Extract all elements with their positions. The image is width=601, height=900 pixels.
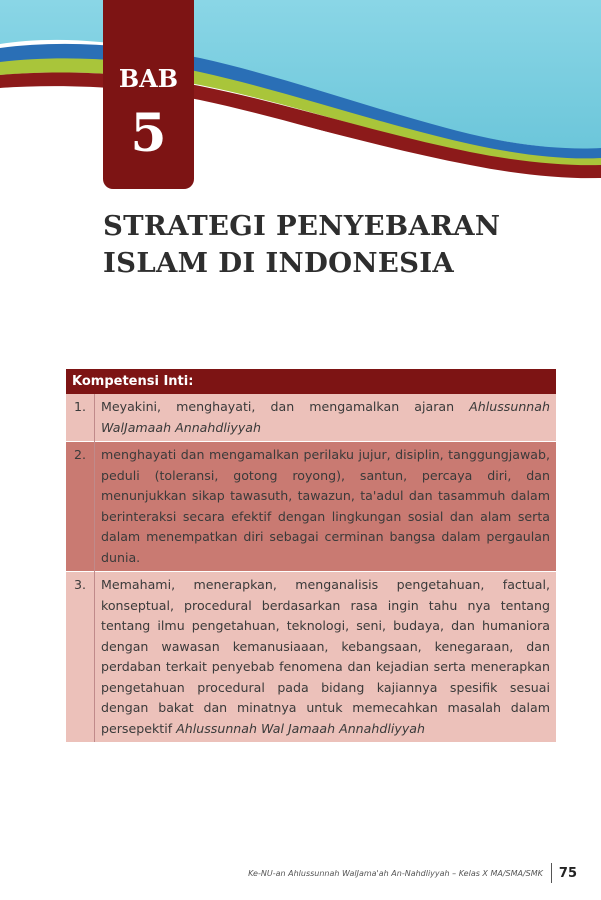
- page-number: 75: [558, 865, 577, 881]
- row-text-plain: Memahami, menerapkan, menganalisis pengetahuan, factual, konseptual, procedural berdasarkan rasa ingin tahu nya tentang tentang ilmu pengetahuan, teknologi, seni, budaya, dan humaniora dengan wawasan kemanusiaaan, kebangsaan, kenegaraan, dan perdaban terkait penyebab fenomena dan kejadian serta menerapkan pengetahuan procedural pada bidang kajiannya spesifik sesuai dengan bakat dan minatnya untuk memecahkan masalah dalam persepektif: [101, 577, 550, 736]
- page-footer: [248, 862, 577, 884]
- table-row: [66, 572, 556, 743]
- header-wave-decoration: [0, 0, 601, 190]
- row-number: 1.: [66, 394, 95, 442]
- competency-table-header-row: [66, 369, 556, 394]
- footer-book-title: Ke-NU-an Ahlussunnah WalJama'ah An-Nahdliyyah – Kelas X MA/SMA/SMK: [248, 868, 543, 878]
- competency-table: [66, 369, 556, 742]
- chapter-title-line1: STRATEGI PENYEBARAN: [103, 210, 501, 242]
- chapter-tab: [103, 0, 194, 189]
- chapter-label: BAB: [118, 64, 179, 93]
- table-row: [66, 394, 556, 442]
- row-text: [95, 442, 557, 572]
- row-text-plain: Meyakini, menghayati, dan mengamalkan ajaran: [101, 399, 470, 414]
- row-text: [95, 572, 557, 743]
- chapter-number: 5: [130, 103, 167, 164]
- chapter-title-line2: ISLAM DI INDONESIA: [103, 247, 455, 279]
- row-text-italic: Ahlussunnah WalJamaah Annahdliyyah: [101, 399, 550, 435]
- row-text-plain: menghayati dan mengamalkan perilaku jujur, disiplin, tanggungjawab, peduli (toleransi, gotong royong), santun, percaya diri, dan menunjukkan sikap tawasuth, tawazun, ta'adul dan tasammuh dalam berinteraksi secara efektif dengan lingkungan sosial dan alam serta dalam menempatkan diri sebagai cerminan bangsa dalam pergaulan dunia.: [101, 447, 550, 565]
- chapter-title: [103, 208, 583, 282]
- row-text: [95, 394, 557, 442]
- row-number: 2.: [66, 442, 95, 572]
- table-row: [66, 442, 556, 572]
- row-text-italic: Ahlussunnah Wal Jamaah Annahdliyyah: [176, 720, 425, 736]
- row-number: 3.: [66, 572, 95, 743]
- competency-table-header: Kompetensi Inti:: [66, 369, 556, 394]
